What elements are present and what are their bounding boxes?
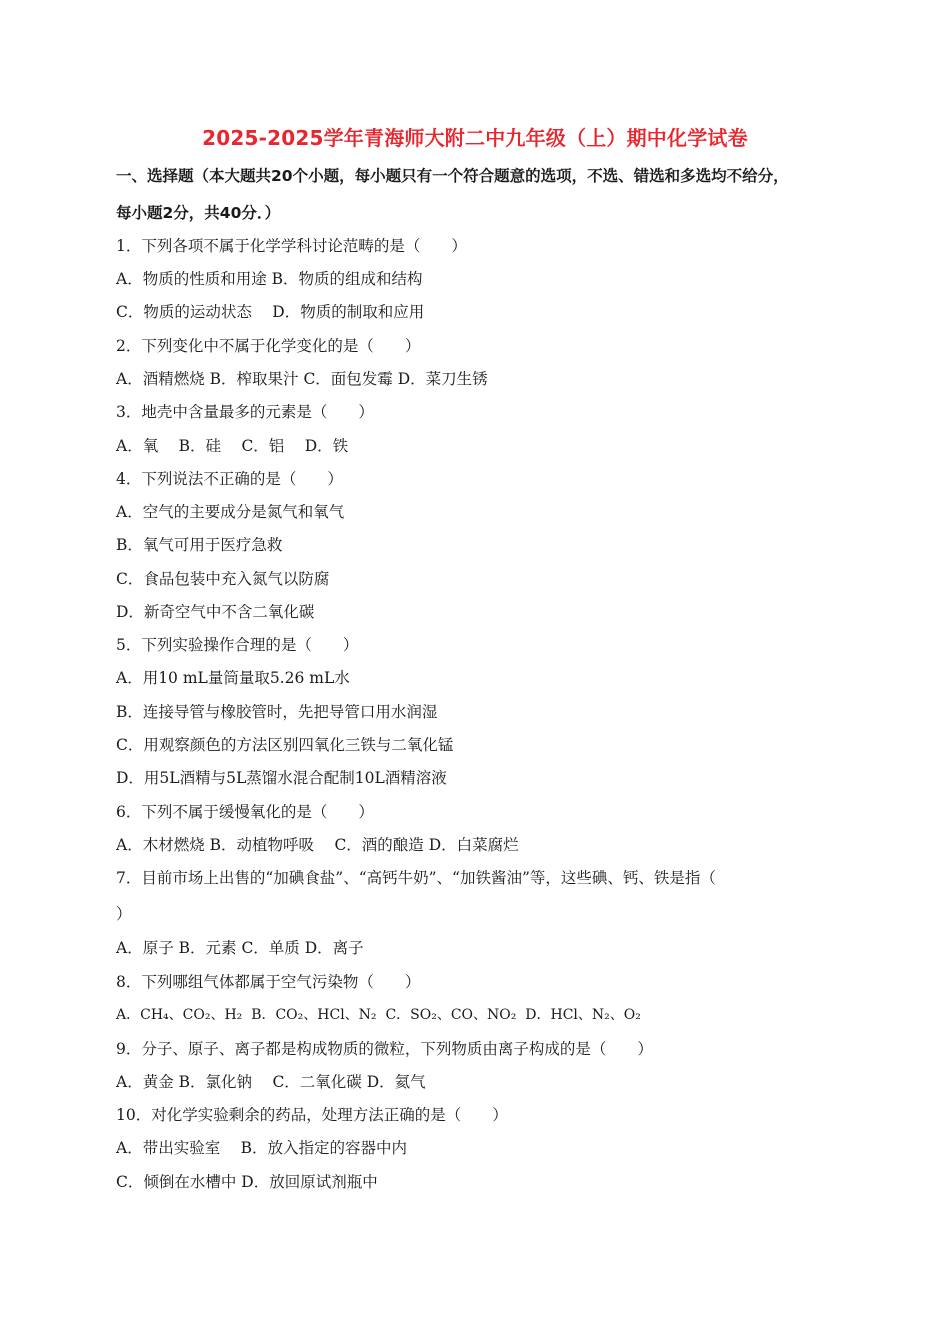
section-heading-line2: 每小题2分，共40分．）	[116, 204, 281, 222]
question-9-stem: 9．分子、原子、离子都是构成物质的微粒，下列物质由离子构成的是（ ）	[116, 1040, 653, 1058]
question-4-option-c: C．食品包装中充入氮气以防腐	[116, 570, 330, 588]
question-3-options: A．氧 B．硅 C．铝 D．铁	[116, 437, 349, 455]
question-1-options-cd: C．物质的运动状态 D．物质的制取和应用	[116, 303, 425, 321]
question-9-options: A．黄金 B．氯化钠 C．二氧化碳 D．氦气	[116, 1073, 426, 1091]
question-8-option-d: D．HCl、N₂、O₂	[525, 1007, 641, 1023]
question-8-option-a: A．CH₄、CO₂、H₂	[116, 1007, 243, 1023]
question-4-option-a: A．空气的主要成分是氮气和氧气	[116, 503, 345, 521]
question-8-options	[116, 1004, 641, 1024]
question-10-options-ab: A．带出实验室 B．放入指定的容器中内	[116, 1139, 408, 1157]
question-7-options: A．原子 B．元素 C．单质 D．离子	[116, 939, 364, 957]
section-heading-line1: 一、选择题（本大题共20个小题，每小题只有一个符合题意的选项，不选、错选和多选均不给分，	[116, 167, 789, 185]
question-8-stem: 8．下列哪组气体都属于空气污染物（ ）	[116, 973, 421, 991]
question-8-option-b: B．CO₂、HCl、N₂	[251, 1007, 377, 1023]
question-5-option-b: B．连接导管与橡胶管时，先把导管口用水润湿	[116, 703, 438, 721]
question-2-stem: 2．下列变化中不属于化学变化的是（ ）	[116, 337, 421, 355]
exam-title: 2025-2025学年青海师大附二中九年级（上）期中化学试卷	[202, 126, 748, 150]
question-6-options: A．木材燃烧 B．动植物呼吸 C．酒的酿造 D．白菜腐烂	[116, 836, 519, 854]
question-1-options-ab: A．物质的性质和用途 B．物质的组成和结构	[116, 270, 423, 288]
question-7-stem: 7．目前市场上出售的“加碘食盐”、“高钙牛奶”、“加铁酱油”等，这些碘、钙、铁是指（	[116, 869, 716, 887]
question-10-stem: 10．对化学实验剩余的药品，处理方法正确的是（ ）	[116, 1106, 508, 1124]
question-6-stem: 6．下列不属于缓慢氧化的是（ ）	[116, 803, 374, 821]
question-10-options-cd: C．倾倒在水槽中 D．放回原试剂瓶中	[116, 1173, 378, 1191]
question-5-option-a: A．用10 mL量筒量取5.26 mL水	[116, 669, 350, 687]
question-7-stem-close: ）	[116, 905, 132, 923]
question-3-stem: 3．地壳中含量最多的元素是（ ）	[116, 403, 374, 421]
question-1-stem: 1．下列各项不属于化学学科讨论范畴的是（ ）	[116, 237, 467, 255]
question-8-option-c: C．SO₂、CO、NO₂	[385, 1007, 517, 1023]
question-5-option-c: C．用观察颜色的方法区别四氧化三铁与二氧化锰	[116, 736, 454, 754]
question-4-stem: 4．下列说法不正确的是（ ）	[116, 470, 343, 488]
question-4-option-b: B．氧气可用于医疗急救	[116, 536, 283, 554]
question-5-option-d: D．用5L酒精与5L蒸馏水混合配制10L酒精溶液	[116, 769, 447, 787]
question-5-stem: 5．下列实验操作合理的是（ ）	[116, 636, 359, 654]
question-4-option-d: D．新奇空气中不含二氧化碳	[116, 603, 315, 621]
question-2-options: A．酒精燃烧 B．榨取果汁 C．面包发霉 D．菜刀生锈	[116, 370, 488, 388]
